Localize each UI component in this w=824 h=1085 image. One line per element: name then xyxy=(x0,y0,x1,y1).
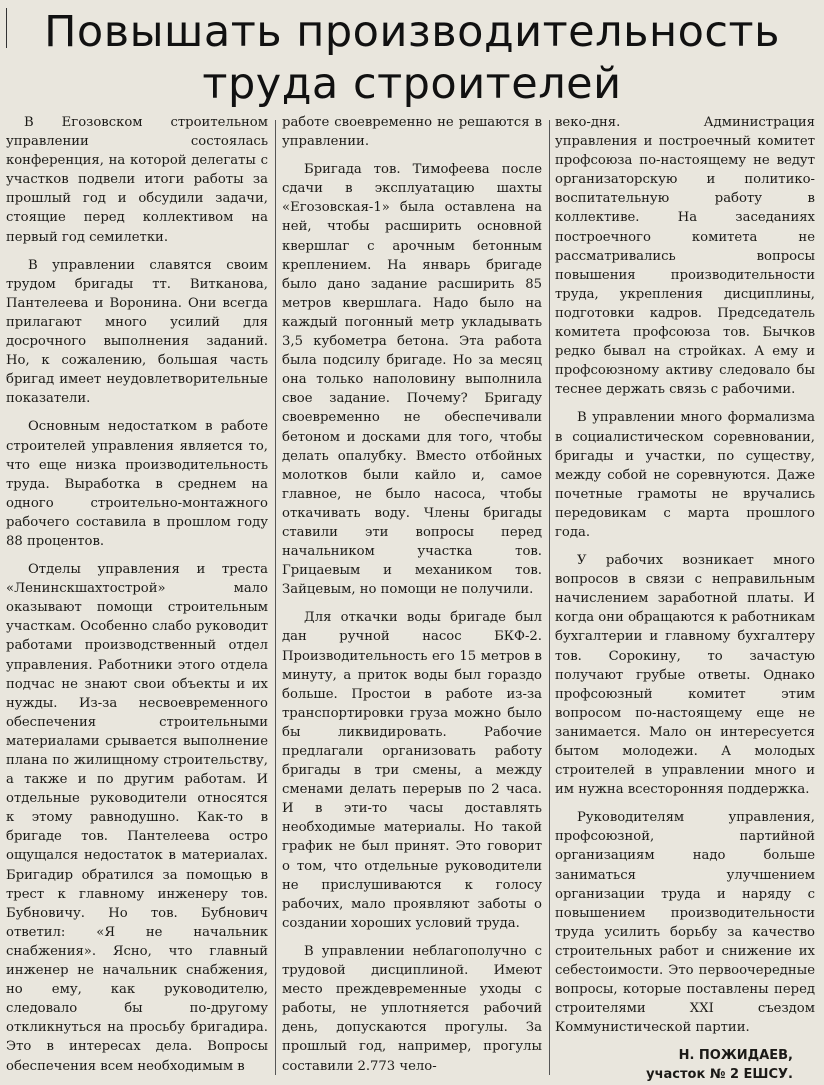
paragraph: У рабочих возникает много вопросов в связи с неправильным начислением заработной платы. И когда они обращаются к работникам бухгалтерии и главному бухгалтеру тов. Сорокину, то зачастую получают грубые ответы. Однако профсоюзный комитет этим вопросом по-настоящему еще не занимается. Мало он интересуется бытом молодежи. А молодых строителей в управлении много и им нужна всесторонняя поддержка. xyxy=(555,553,815,798)
paragraph: Для откачки воды бригаде был дан ручной насос БКФ-2. Производительность его 15 метров в минуту, а приток воды был гораздо больше. Простои в работе из-за транспортировки груза можно было бы ликвидировать. Рабочие предлагали организовать работу бригады в три смены, а между сменами делать перерыв по 2 часа. И в эти-то часы доставлять необходимые материалы. Но такой график не был принят. Это говорит о том, что отдельные руководители не прислушиваются к голосу рабочих, мало проявляют заботы о создании хороших условий труда. xyxy=(282,610,542,931)
paragraph: Бригада тов. Тимофеева после сдачи в эксплуатацию шахты «Егозовская-1» была оставлена на ней, чтобы расширить основной квершлаг с арочным бетонным креплением. На январь бригаде было дано задание расширить 85 метров квершлага. Надо было на каждый погонный метр укладывать 3,5 кубометра бетона. Эта работа была подсилу бригаде. Но за месяц она только наполовину выполнила свое задание. Почему? Бригаду своевременно не обеспечивали бетоном и досками для того, чтобы делать опалубку. Вместо отбойных молотков были кайло и, самое главное, не было насоса, чтобы откачивать воду. Члены бригады ставили эти вопросы перед начальником участка тов. Грицаевым и механиком тов. Зайцевым, но помощи не получили. xyxy=(282,162,542,598)
paragraph: В управлении славятся своим трудом бригады тт. Витканова, Пантелеева и Воронина. Они всегда прилагают много усилий для досрочного выполнения заданий. Но, к сожалению, большая часть бригад имеет неудовлетворительные показатели. xyxy=(6,257,268,407)
author-name: Н. ПОЖИДАЕВ, xyxy=(678,1048,793,1064)
paragraph: Основным недостатком в работе строителей управления является то, что еще низка производительность труда. Выработка в среднем на одного строительно-монтажного рабочего составила в прошлом году 88 процентов. xyxy=(6,419,268,549)
paragraph: веко-дня. Администрация управления и построечный комитет профсоюза по-настоящему не ведут организаторскую и политико-воспитательную работу в коллективе. На заседаниях построечного комитета не рассматривались вопросы повышения производительности труда, укрепления дисциплины, подготовки кадров. Председатель комитета профсоюза тов. Бычков редко бывал на стройках. А ему и профсоюзному активу следовало бы теснее держать связь с рабочими. xyxy=(555,115,815,398)
article-headline xyxy=(40,6,784,110)
paragraph: Отделы управления и треста «Ленинскшахтострой» мало оказывают помощи строительным участкам. Особенно слабо руководит работами производственный отдел управления. Работники этого отдела подчас не знают свои объекты и их нужды. Из-за несвоевременного обеспечения строительными материалами срывается выполнение плана по жилищному строительству, а также и по другим работам. И отдельные руководители относятся к этому равнодушно. Как-то в бригаде тов. Пантелеева остро ощущался недостаток в материалах. Бригадир обратился за помощью в трест к главному инженеру тов. Бубновичу. Но тов. Бубнович ответил: «Я не начальник снабжения». Ясно, что главный инженер не начальник снабжения, но ему, как руководителю, следовало бы по-другому откликнуться на просьбу бригадира. Это в интересах дела. Вопросы обеспечения всем необходимым в xyxy=(6,562,268,1074)
column-divider xyxy=(275,120,276,1075)
paragraph: Руководителям управления, профсоюзной, партийной организациям надо больше заниматься улучшением организации труда и наряду с повышением производительности труда усилить борьбу за качество строительных работ и снижение их себестоимости. Это первоочередные вопросы, которые поставлены перед строителями XXI съездом Коммунистической партии. xyxy=(555,810,815,1036)
paragraph: В управлении много формализма в социалистическом соревновании, бригады и участки, по существу, между собой не соревнуются. Даже почетные грамоты не вручались передовикам с марта прошлого года. xyxy=(555,410,815,540)
paragraph: В Егозовском строительном управлении состоялась конференция, на которой делегаты с участков подвели итоги работы за прошлый год и обсудили задачи, стоящие перед коллективом на первый год семилетки. xyxy=(6,115,268,245)
paragraph: работе своевременно не решаются в управлении. xyxy=(282,115,542,150)
article-column-2 xyxy=(282,113,542,1085)
article-column-1 xyxy=(6,113,268,1085)
author-signature xyxy=(555,1046,815,1084)
column-divider xyxy=(549,120,550,1075)
headline-line-2: труда строителей xyxy=(202,59,622,109)
left-edge-rule xyxy=(6,8,7,48)
author-position: участок № 2 ЕШСУ. xyxy=(646,1067,793,1083)
article-column-3 xyxy=(555,113,815,1084)
headline-line-1: Повышать производительность xyxy=(44,7,780,57)
paragraph: В управлении неблагополучно с трудовой дисциплиной. Имеют место преждевременные уходы с работы, не уплотняется рабочий день, допускаются прогулы. За прошлый год, например, прогулы составили 2.773 чело- xyxy=(282,943,542,1074)
